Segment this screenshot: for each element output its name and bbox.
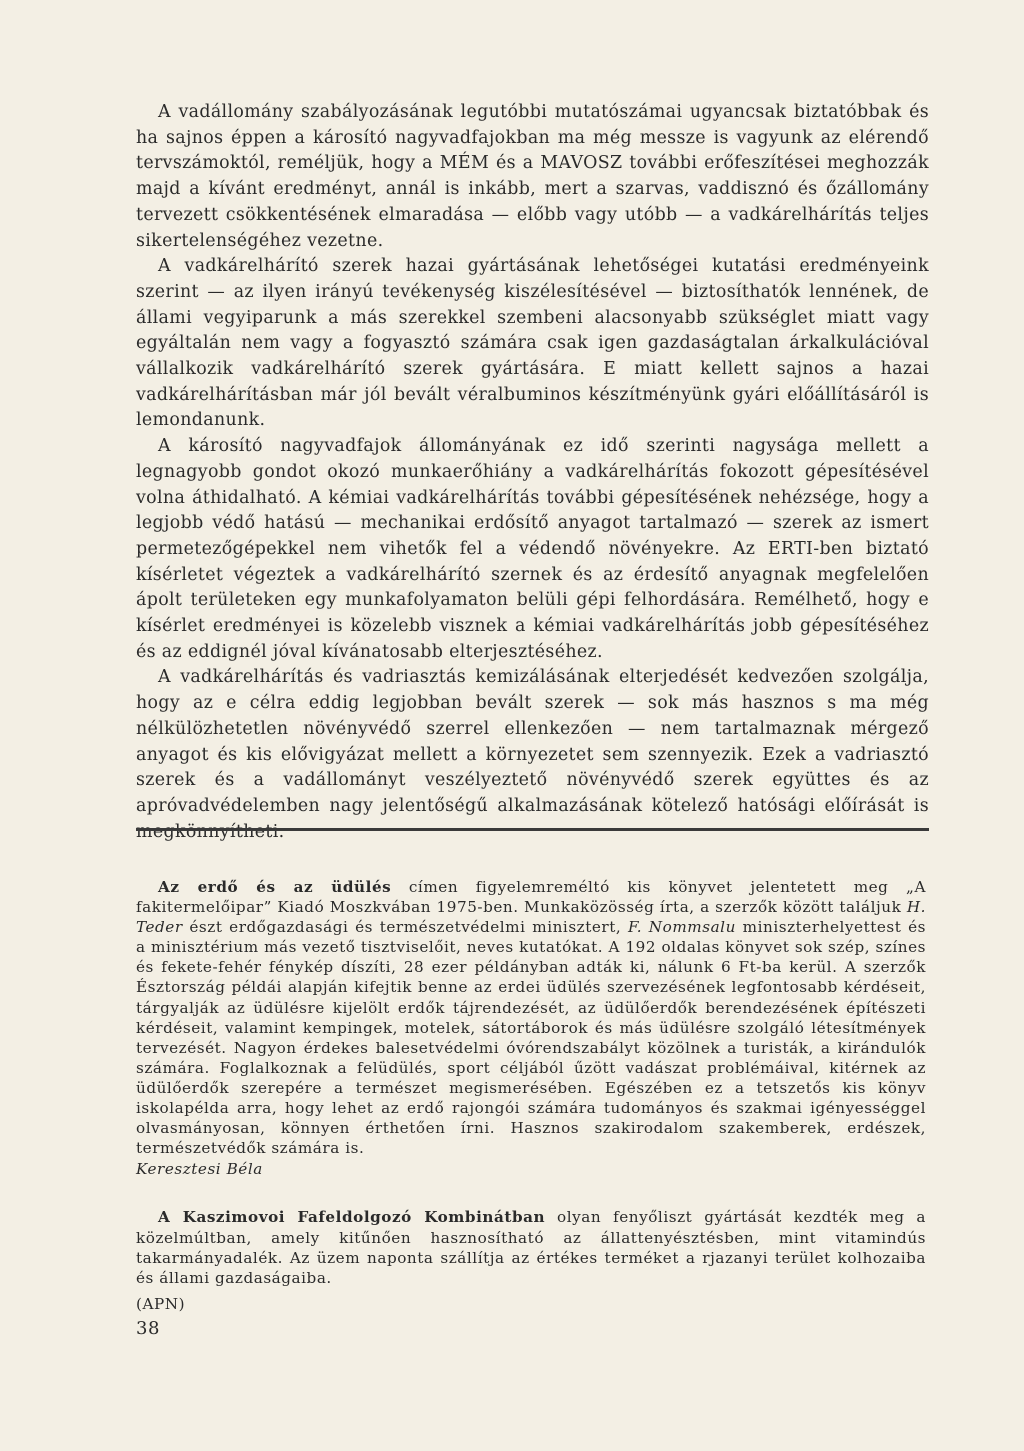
note-spacer	[136, 1179, 926, 1207]
section-divider	[136, 828, 929, 831]
main-article-text	[136, 100, 929, 845]
review-signature: Keresztesi Béla	[136, 1160, 263, 1179]
book-review-text-2: észt erdőgazdasági és természetvédelmi minisztert,	[182, 918, 628, 937]
book-review-note	[136, 877, 926, 1158]
news-notes	[136, 877, 926, 1314]
article-paragraph-4: A vadkárelhárítás és vadriasztás kemizálásának elterjedését kedvezően szolgálja, hogy az e célra eddig legjobban bevált szerek — sok más hasznos s ma még nélkülözhetetlen növényvédő szerrel ellenkezően — nem tartalmaznak mérgező anyagot és kis elővigyázat mellett a környezetet sem szennyezik. Ezek a vadriasztó szerek és a vadállományt veszélyeztető növényvédő szerek együttes és az apróvadvédelemben nagy jelentőségű alkalmazásának kötelező hatósági előírását is megkönnyítheti.	[136, 667, 929, 842]
kombinat-text: olyan fenyőliszt gyártását kezdték meg a közelmúltban, amely kitűnően hasznosítható az állattenyésztésben, mint vitamindús takarmányadalék. Az üzem naponta szállítja az értékes terméket a rjazanyi terület kolhozaiba és állami gazdaságaiba.	[136, 1208, 926, 1287]
news-source: (APN)	[136, 1294, 186, 1313]
book-title: Az erdő és az üdülés	[158, 878, 392, 896]
book-review-text-1: címen figyelemreméltó kis könyvet jelentetett meg „A fakitermelőipar” Kiadó Moszkvában 1975-ben. Munkaközösség írta, a szerzők között találjuk	[136, 878, 926, 917]
page-number: 38	[136, 1318, 160, 1339]
article-paragraph-2: A vadkárelhárító szerek hazai gyártásának lehetőségei kutatási eredményeink szerint — az ilyen irányú tevékenység kiszélesítésével — biztosíthatók lennének, de állami vegyiparunk a más szerekkel szembeni alacsonyabb szükséglet miatt vagy egyáltalán nem vagy a fogyasztó számára csak igen gazdaságtalan árkalkulációval vállalkozik vadkárelhárító szerek gyártására. E miatt kellett sajnos a hazai vadkárelhárításban már jól bevált véralbuminos készítményünk gyári előállításáról is lemondanunk.	[136, 256, 929, 431]
kombinat-title: A Kaszimovoi Fafeldolgozó Kombinátban	[158, 1208, 546, 1227]
author-name-2: F. Nommsalu	[627, 918, 736, 937]
article-paragraph-1: A vadállomány szabályozásának legutóbbi mutatószámai ugyancsak biztatóbbak és ha sajnos éppen a károsító nagyvadfajokban ma még messze is vagyunk az elérendő tervszámoktól, reméljük, hogy a MÉM és a MAVOSZ további erőfeszítései meghozzák majd a kívánt eredményt, annál is inkább, mert a szarvas, vaddisznó és őzállomány tervezett csökkentésének elmaradása — előbb vagy utóbb — a vadkárelhárítás teljes sikertelenségéhez vezetne.	[136, 102, 929, 251]
author-name-1: H. Teder	[136, 898, 926, 937]
article-paragraph-3: A károsító nagyvadfajok állományának ez idő szerinti nagysága mellett a legnagyobb gondot okozó munkaerőhiány a vadkárelhárítás fokozott gépesítésével volna áthidalható. A kémiai vadkárelhárítás további gépesítésének nehézsége, hogy a legjobb védő hatású — mechanikai erdősítő anyagot tartalmazó — szerek az ismert permetezőgépekkel nem vihetők fel a védendő növényekre. Az ERTI-ben biztató kísérletet végeztek a vadkárelhárító szernek és az érdesítő anyagnak megfelelően ápolt területeken egy munkafolyamaton belüli gépi felhordására. Remélhető, hogy e kísérlet eredményei is közelebb visznek a kémiai vadkárelhárítás jobb gépesítéséhez és az eddignél jóval kívánatosabb elterjesztéséhez.	[136, 436, 929, 662]
book-review-text-3: miniszterhelyettest és a minisztérium más vezető tisztviselőit, neves kutatókat. A 192 oldalas könyvet sok szép, színes és fekete-fehér fénykép díszíti, 28 ezer példányban adták ki, nálunk 6 Ft-ba kerül. A szerzők Észtország példái alapján kifejtik benne az erdei üdülés szervezésének legfontosabb kérdéseit, tárgyalják az üdülésre kijelölt erdők tájrendezését, az üdülőerdők berendezésének építészeti kérdéseit, valamint kempingek, motelek, sátortáborok és más üdülésre szolgáló létesítmények tervezését. Nagyon érdekes balesetvédelmi óvórendszabályt közölnek a turisták, a kirándulók számára. Foglalkoznak a felüdülés, sport céljából űzött vadászat problémáival, kitérnek az üdülőerdők szerepére a természet megismerésében. Egészében ez a tetszetős kis könyv iskolapélda arra, hogy lehet az erdő rajongói számára tudományos és szakmai igényességgel olvasmányosan, könnyen érthetően írni. Hasznos szakirodalom szakemberek, erdészek, természetvédők számára is.	[136, 918, 926, 1158]
kombinat-note	[136, 1207, 926, 1287]
